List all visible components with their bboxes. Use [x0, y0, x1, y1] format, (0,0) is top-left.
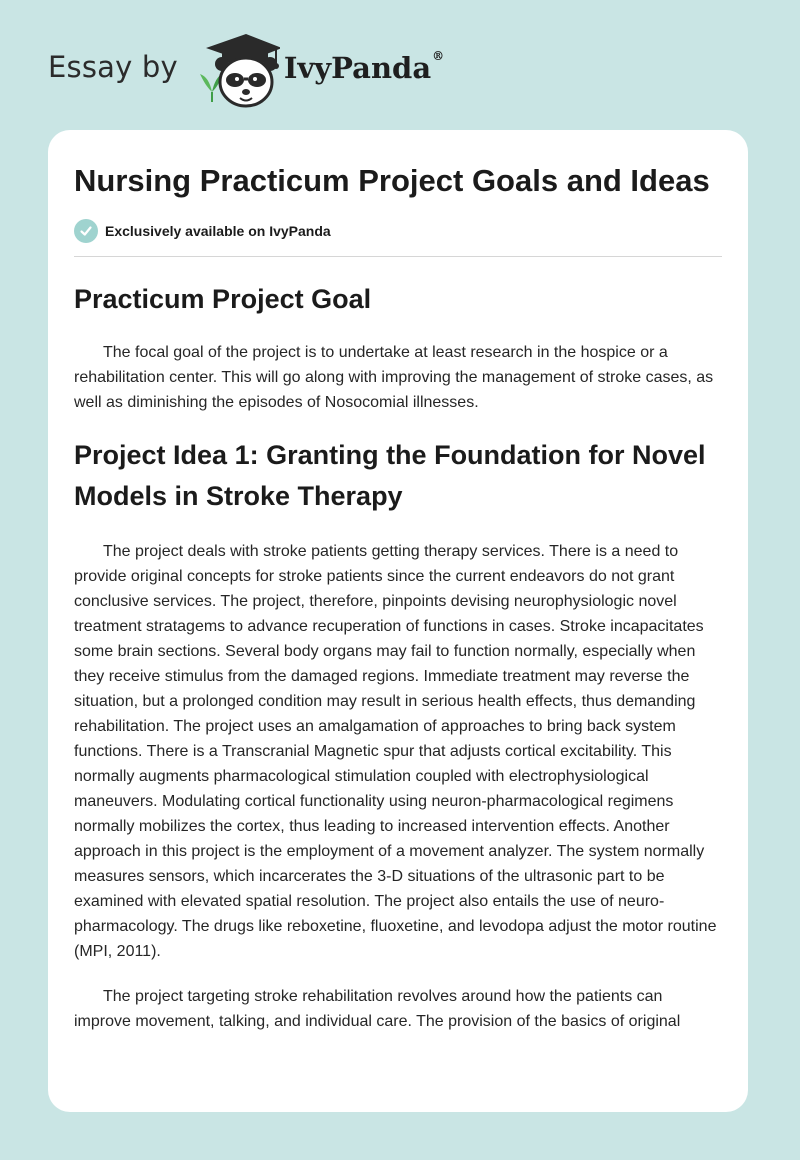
site-header [48, 30, 444, 110]
paragraph: The project targeting stroke rehabilitation revolves around how the patients can improve movement, talking, and individual care. The provision of the basics of original [74, 988, 681, 1030]
article-title: Nursing Practicum Project Goals and Ideas [74, 163, 710, 198]
section-heading: Practicum Project Goal [74, 284, 372, 314]
paragraph: The focal goal of the project is to undertake at least research in the hospice or a rehabilitation center. This will go along with improving the management of stroke cases, as well as diminishing the episodes of Nosocomial illnesses. [74, 344, 714, 411]
brand-name[interactable]: IvyPanda® [283, 49, 445, 85]
section-project-idea-1 [74, 435, 722, 1034]
section-heading: Project Idea 1: Granting the Foundation for Novel Models in Stroke Therapy [74, 440, 706, 511]
registered-mark: ® [432, 49, 445, 63]
paragraph: The project deals with stroke patients getting therapy services. There is a need to provide original concepts for stroke patients since the current endeavors do not grant conclusive services. The project, therefore, pinpoints devising neurophysiologic novel treatment stratagems to advance recuperation of functions in cases. Stroke incapacitates some brain sections. Several body organs may fail to function normally, especially when they receive stimulus from the damaged regions. Immediate treatment may reverse the situation, but a prolonged condition may result in serious health effects, thus demanding rehabilitation. The project uses an amalgamation of approaches to bring back system functions. There is a Transcranial Magnetic spur that adjusts cortical excitability. This normally augments pharmacological stimulation coupled with electrophysiological maneuvers. Modulating cortical functionality using neuron-pharmacological regimens normally mobilizes the cortex, thus leading to increased intervention effects. Another approach in this project is the employment of a movement analyzer. The system normally measures sensors, which incarcerates the 3-D situations of the ultrasonic part to be examined with elevated spatial resolution. The project also entails the use of neuro-pharmacology. The drugs like reboxetine, fluoxetine, and levodopa adjust the motor routine (MPI, 2011). [74, 543, 717, 960]
exclusive-badge [74, 219, 722, 257]
section-project-goal [74, 279, 722, 415]
check-icon [74, 219, 98, 243]
exclusive-badge-text: Exclusively available on IvyPanda [105, 223, 331, 239]
essay-by-label: Essay by [48, 50, 178, 84]
panda-logo-icon[interactable] [192, 30, 280, 110]
article-card [48, 130, 748, 1112]
